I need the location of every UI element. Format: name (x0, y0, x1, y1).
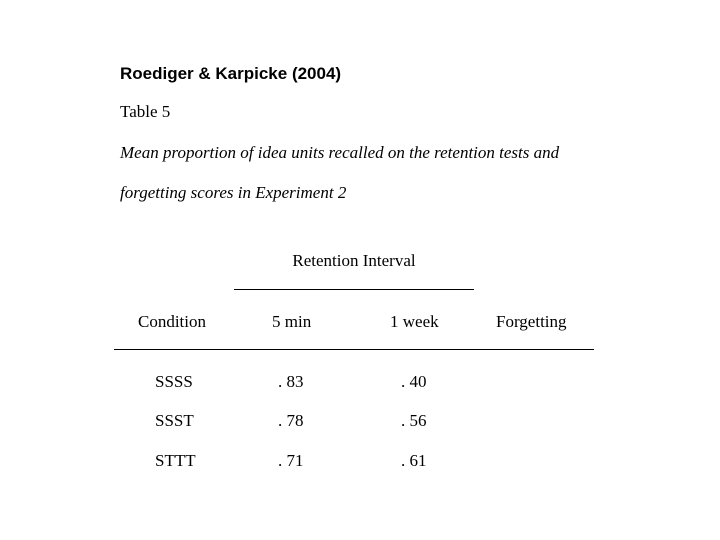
retention-interval-header: Retention Interval (292, 251, 416, 270)
table-row-ssss-1-week: . 40 (401, 372, 427, 391)
table-row-ssst-5-min: . 78 (278, 411, 304, 430)
slide-title: Roediger & Karpicke (2004) (120, 64, 342, 83)
table-row-ssss-condition: SSSS (155, 372, 193, 391)
table-row-sttt-5-min: . 71 (278, 451, 304, 470)
table-caption-line-2: forgetting scores in Experiment 2 (120, 183, 347, 202)
table-row-ssst-condition: SSST (155, 411, 194, 430)
spanner-rule (234, 289, 474, 290)
table-label: Table 5 (120, 102, 171, 121)
table-caption-line-1: Mean proportion of idea units recalled on the retention tests and (120, 143, 560, 162)
column-header-1-week: 1 week (390, 312, 439, 331)
table-row-ssst-1-week: . 56 (401, 411, 427, 430)
table-row-sttt-1-week: . 61 (401, 451, 427, 470)
column-header-forgetting: Forgetting (496, 312, 567, 331)
table-row-sttt-condition: STTT (155, 451, 196, 470)
column-header-condition: Condition (138, 312, 207, 331)
header-rule (114, 349, 594, 350)
table-row-ssss-5-min: . 83 (278, 372, 304, 391)
column-header-5-min: 5 min (272, 312, 312, 331)
